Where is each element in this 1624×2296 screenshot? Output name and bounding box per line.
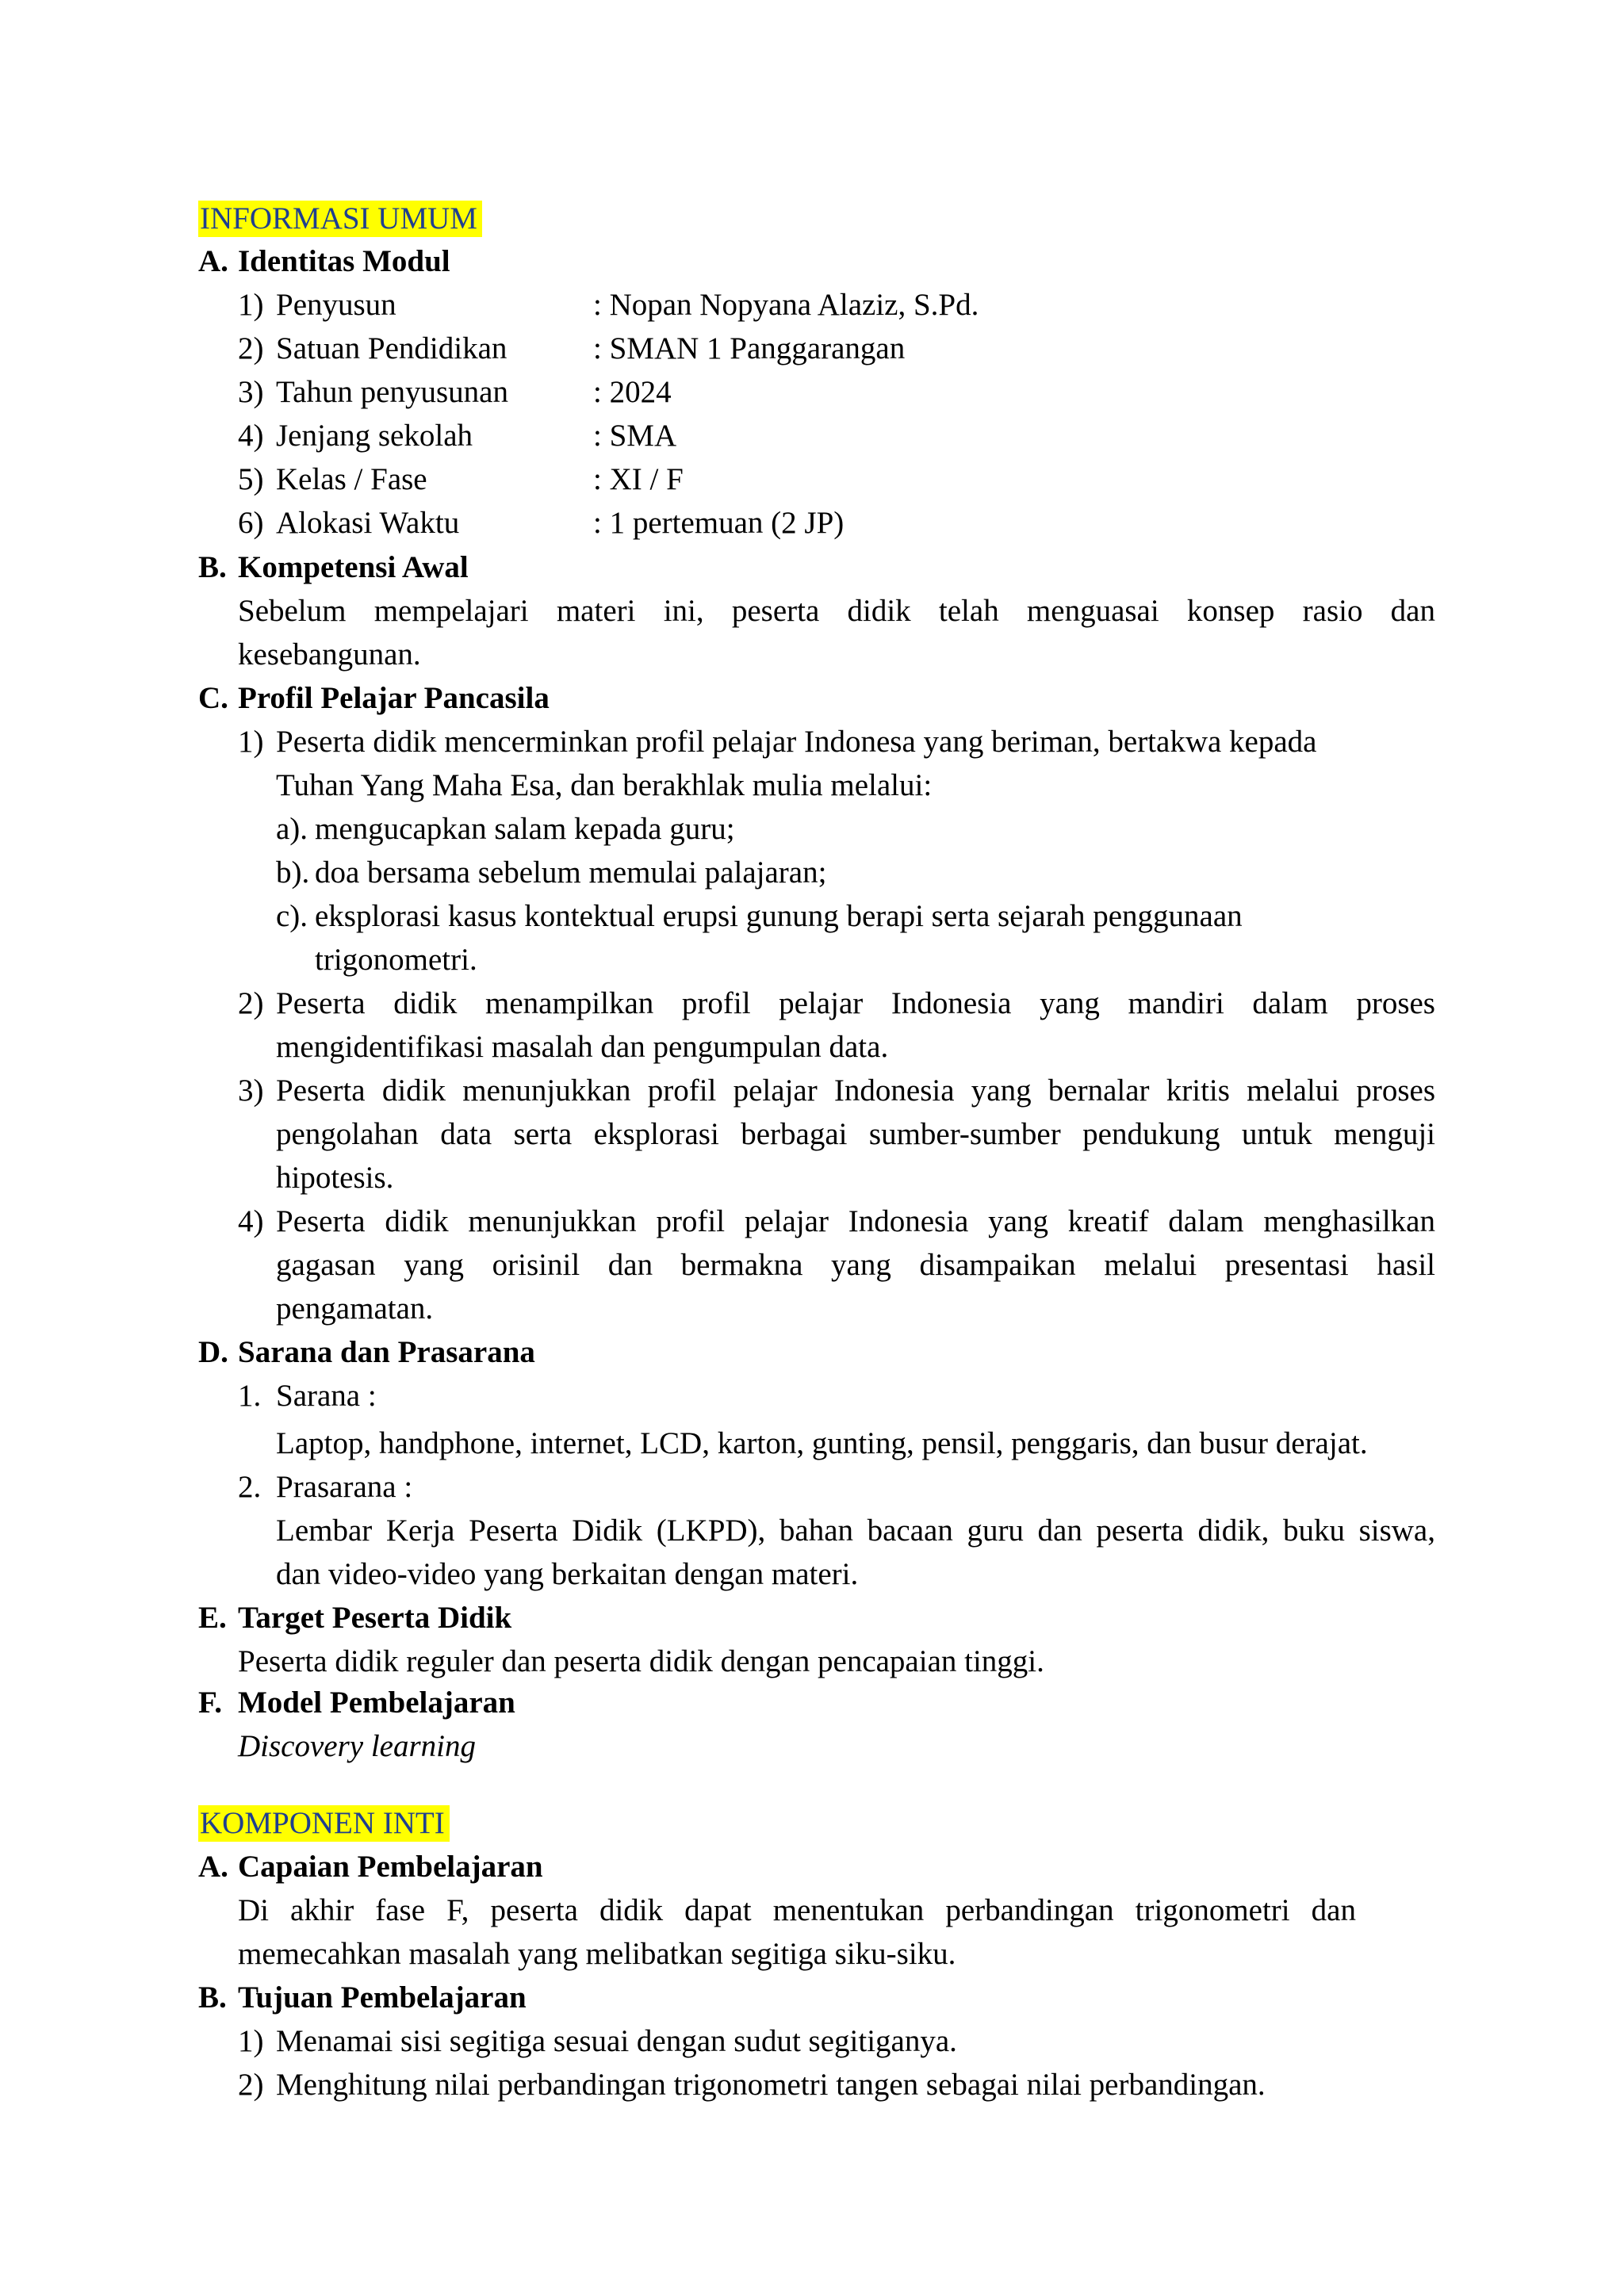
identitas-row-2-num: 2) (238, 331, 264, 365)
section-profil-pelajar-title: Profil Pelajar Pancasila (238, 681, 550, 715)
identitas-row-3-label: Tahun penyusunan (276, 375, 508, 409)
identitas-row-2-label: Satuan Pendidikan (276, 331, 508, 365)
sarana-item-1-num: 1. (238, 1379, 262, 1413)
identitas-row-4-num: 4) (238, 419, 264, 453)
section-target-peserta-title: Target Peserta Didik (238, 1601, 512, 1635)
profil-item-2-num: 2) (238, 986, 264, 1020)
section-a-letter: A. (198, 244, 228, 278)
section-capaian-pembelajaran-title: Capaian Pembelajaran (238, 1850, 543, 1884)
section-e-letter: E. (198, 1601, 227, 1635)
profil-item-3-line-2: pengolahan data serta eksplorasi berbagai sumber-sumber pendukung untuk menguji (276, 1117, 1435, 1151)
sarana-item-1-label: Sarana : (276, 1379, 377, 1413)
section-model-pembelajaran-title: Model Pembelajaran (238, 1686, 515, 1720)
identitas-row-1-value: : Nopan Nopyana Alaziz, S.Pd. (593, 288, 979, 322)
komponen-inti-heading-text: KOMPONEN INTI (198, 1805, 450, 1842)
profil-subitem-b-num: b). (276, 855, 310, 890)
profil-item-1-num: 1) (238, 725, 264, 759)
komponen-section-a-letter: A. (198, 1850, 228, 1884)
section-f-letter: F. (198, 1686, 222, 1720)
kompetensi-awal-text-line-2: kesebangunan. (238, 637, 421, 672)
identitas-row-3-num: 3) (238, 375, 264, 409)
informasi-umum-heading (198, 197, 482, 240)
sarana-item-2-text-line-2: dan video-video yang berkaitan dengan materi. (276, 1557, 859, 1591)
identitas-row-2-value: : SMAN 1 Panggarangan (593, 331, 906, 365)
identitas-row-6-value: : 1 pertemuan (2 JP) (593, 506, 845, 540)
identitas-row-5-value: : XI / F (593, 462, 684, 496)
identitas-row-5-label: Kelas / Fase (276, 462, 427, 496)
sarana-item-2-label: Prasarana : (276, 1470, 413, 1504)
identitas-row-6-label: Alokasi Waktu (276, 506, 460, 540)
kompetensi-awal-text-line-1: Sebelum mempelajari materi ini, peserta didik telah menguasai konsep rasio dan (238, 594, 1435, 628)
identitas-row-6-num: 6) (238, 506, 264, 540)
profil-item-3-line-1: Peserta didik menunjukkan profil pelajar Indonesia yang bernalar kritis melalui proses (276, 1073, 1435, 1108)
profil-subitem-c-text: eksplorasi kasus kontektual erupsi gunung berapi serta sejarah penggunaan (315, 899, 1243, 933)
profil-subitem-b-text: doa bersama sebelum memulai palajaran; (315, 855, 827, 890)
section-c-letter: C. (198, 681, 228, 715)
capaian-pembelajaran-line-2: memecahkan masalah yang melibatkan segitiga siku-siku. (238, 1937, 956, 1971)
profil-item-2-line-1: Peserta didik menampilkan profil pelajar Indonesia yang mandiri dalam proses (276, 986, 1435, 1020)
profil-item-3-num: 3) (238, 1073, 264, 1108)
identitas-row-1-num: 1) (238, 288, 264, 322)
komponen-section-b-letter: B. (198, 1980, 227, 2015)
identitas-row-4-value: : SMA (593, 419, 677, 453)
tujuan-item-2-num: 2) (238, 2068, 264, 2102)
profil-item-4-line-3: pengamatan. (276, 1292, 434, 1326)
section-kompetensi-awal-title: Kompetensi Awal (238, 550, 469, 584)
identitas-row-5-num: 5) (238, 462, 264, 496)
section-d-letter: D. (198, 1335, 228, 1369)
komponen-inti-heading (198, 1801, 450, 1845)
tujuan-item-2-text: Menghitung nilai perbandingan trigonometri tangen sebagai nilai perbandingan. (276, 2068, 1266, 2102)
profil-subitem-a-num: a). (276, 812, 308, 846)
section-b-letter: B. (198, 550, 227, 584)
profil-item-1-line-1: Peserta didik mencerminkan profil pelajar Indonesa yang beriman, bertakwa kepada (276, 725, 1317, 759)
profil-subitem-c-text-2: trigonometri. (315, 943, 477, 977)
profil-subitem-c-num: c). (276, 899, 308, 933)
identitas-row-1-label: Penyusun (276, 288, 396, 322)
model-pembelajaran-text: Discovery learning (238, 1729, 477, 1763)
identitas-row-4-label: Jenjang sekolah (276, 419, 473, 453)
section-tujuan-pembelajaran-title: Tujuan Pembelajaran (238, 1980, 527, 2015)
profil-item-3-line-3: hipotesis. (276, 1161, 394, 1195)
informasi-umum-heading-text: INFORMASI UMUM (198, 201, 482, 237)
sarana-item-1-text: Laptop, handphone, internet, LCD, karton, gunting, pensil, penggaris, dan busur derajat. (276, 1426, 1368, 1460)
profil-item-4-num: 4) (238, 1204, 264, 1238)
sarana-item-2-text-line-1: Lembar Kerja Peserta Didik (LKPD), bahan bacaan guru dan peserta didik, buku siswa, (276, 1513, 1435, 1548)
tujuan-item-1-text: Menamai sisi segitiga sesuai dengan sudut segitiganya. (276, 2024, 957, 2058)
sarana-item-2-num: 2. (238, 1470, 262, 1504)
section-identitas-modul-title: Identitas Modul (238, 244, 450, 278)
profil-subitem-a-text: mengucapkan salam kepada guru; (315, 812, 735, 846)
target-peserta-text: Peserta didik reguler dan peserta didik dengan pencapaian tinggi. (238, 1644, 1044, 1678)
profil-item-1-line-2: Tuhan Yang Maha Esa, dan berakhlak mulia melalui: (276, 768, 933, 802)
profil-item-2-line-2: mengidentifikasi masalah dan pengumpulan data. (276, 1030, 889, 1064)
tujuan-item-1-num: 1) (238, 2024, 264, 2058)
profil-item-4-line-1: Peserta didik menunjukkan profil pelajar Indonesia yang kreatif dalam menghasilkan (276, 1204, 1435, 1238)
capaian-pembelajaran-line-1: Di akhir fase F, peserta didik dapat menentukan perbandingan trigonometri dan (238, 1893, 1356, 1927)
section-sarana-prasarana-title: Sarana dan Prasarana (238, 1335, 535, 1369)
identitas-row-3-value: : 2024 (593, 375, 672, 409)
profil-item-4-line-2: gagasan yang orisinil dan bermakna yang disampaikan melalui presentasi hasil (276, 1248, 1435, 1282)
